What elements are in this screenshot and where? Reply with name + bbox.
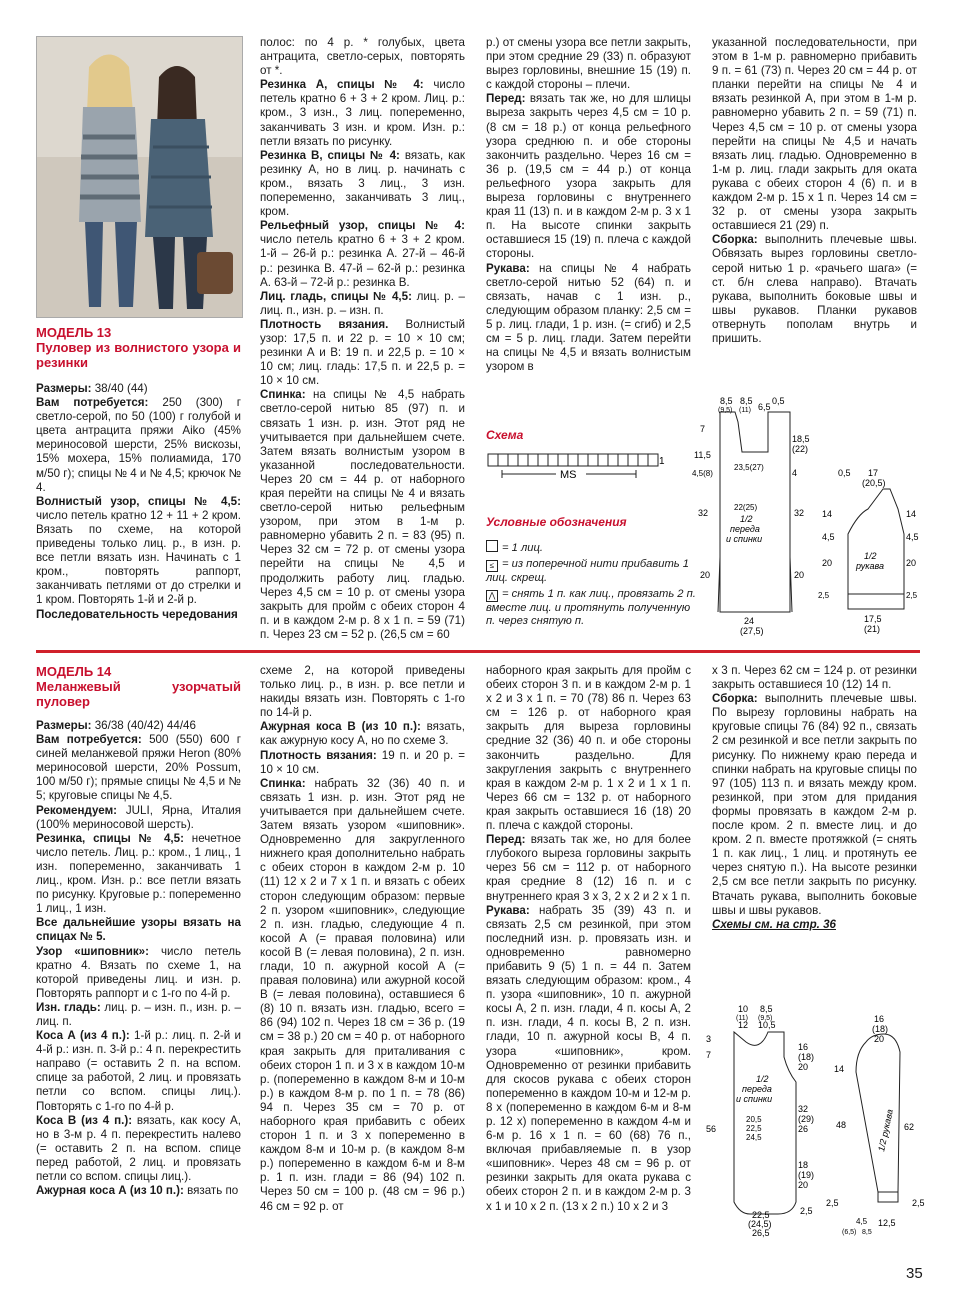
paragraph [486, 904, 691, 1214]
paragraph-text: лиц. р. – изн. п., изн. р. – лиц. п. [36, 1000, 241, 1028]
paragraph [486, 36, 691, 92]
paragraph [36, 945, 241, 1001]
see-schemes-link: Схемы см. на стр. 36 [712, 917, 836, 931]
svg-text:48: 48 [836, 1120, 847, 1130]
paragraph-text: вязать, как ажурную косу А, но по схеме 3. [260, 720, 466, 748]
svg-text:(27,5): (27,5) [740, 626, 764, 636]
svg-text:1: 1 [659, 456, 665, 467]
paragraph-heading: Рукава: [486, 261, 530, 275]
paragraph [36, 916, 241, 944]
paragraph-text: полос: по 4 р. * голубых, цвета антрацита, светло-серых, повторять от *. [260, 36, 465, 78]
paragraph [712, 692, 917, 918]
model13-column-1 [36, 382, 241, 622]
model13-sleeve-diagram [818, 464, 928, 639]
paragraph [36, 832, 241, 917]
paragraph [36, 733, 241, 803]
model13-title: МОДЕЛЬ 13 [36, 325, 112, 340]
svg-text:11,5: 11,5 [694, 450, 711, 460]
paragraph [260, 388, 465, 642]
paragraph-text: вязать по [183, 1184, 239, 1198]
paragraph-text: число петель кратно 6 + 3 + 2 кром. Лиц. р.: кром., 3 изн., 3 лиц. попеременно, заканчивать 3 изн. и кром. Изн. р.: петли вязать по рисунку. [260, 78, 465, 148]
sleeve-diagram-label: 1/2 рукава [856, 551, 884, 571]
model13-body-diagram [690, 392, 820, 637]
paragraph-heading: Изн. гладь: [36, 1000, 101, 1014]
legend-item-decrease: ⋀ = снять 1 п. как лиц., провязать 2 п. вместе лиц. и протянуть полученную п. через снятую п. [486, 588, 696, 627]
svg-text:(9,5): (9,5) [758, 1015, 773, 1022]
svg-text:(21): (21) [864, 624, 881, 634]
svg-text:(24,5): (24,5) [748, 1219, 772, 1229]
model13-column-2 [260, 36, 465, 642]
paragraph [36, 1029, 241, 1114]
paragraph [712, 233, 917, 346]
svg-text:8,5: 8,5 [862, 1229, 872, 1236]
paragraph-heading: Последовательность чередования [36, 607, 238, 621]
svg-text:17: 17 [868, 468, 879, 478]
paragraph-text: набрать 35 (39) 43 п. и связать 2,5 см резинкой, при этом последний изн. р. провязать изн. и одновременно равномерно прибавить 9 (5) 1 п. = 44 п. Затем вязать следующим образом: кром., 4 п. узора «шиповник», 10 п. ажурной косы А, 2 п. изн. глади, 4 п. косы А, 2 п. изн. глади, 4 п. косы В, 2 п. изн. глади, 10 п. ажурной косы В, 4 п. узора «шиповник», кром. Одновременно от резинки прибавить для скосов рукава с обеих сторон попеременно в каждом 10-м и 12-м р. 8 х (попеременно в каждом 6-м и 8-м р. 12 х) попеременно в каждом 4-м и 6-м р. 16 х 1 п. = 60 (68) 76 п., включая прибавляемые п. в узор «шиповник». Через 48 см = 96 р. от резинки закрыть для оката рукава с обеих сторон 2 п. и в каждом 2-м р. 3 х 1 и 10 х 2 п. (13 х 2 п.) 10 х 2 и 3 [486, 903, 691, 1213]
model14-column-4 [712, 664, 917, 918]
paragraph [260, 36, 465, 78]
svg-text:24,5: 24,5 [746, 1133, 762, 1142]
svg-text:3: 3 [706, 1034, 712, 1044]
svg-text:32: 32 [798, 1104, 809, 1114]
paragraph [486, 92, 691, 261]
model13-subtitle: Пуловер из волнистого узора и резинки [36, 340, 241, 370]
svg-text:7: 7 [706, 1050, 712, 1060]
paragraph-text: число петель кратно 4. Вязать по схеме 1, на которой приведены лиц. и изн. р. Повторять раппорт и с 1-го по 4-й р. [36, 944, 241, 1000]
paragraph-text: наборного края закрыть для пройм с обеих сторон 3 п. и в каждом 2-м р. 1 х 2 и 3 х 1 п. = 70 (78) 86 п. Через 63 см = 126 р. от наборного края закрыть для выреза горловины средние 32 (36) 40 п. и обе стороны закончить раздельно. Для закругления закрыть с внутреннего края в каждом 2-м р. 1 х 2 и 1 х 1 п. Через 66 см = 132 р. от наборного края закрыть оставшиеся 16 (18) 20 п. плеча с каждой стороны. [486, 664, 691, 833]
svg-text:4,5: 4,5 [906, 532, 919, 542]
svg-text:26,5: 26,5 [752, 1228, 770, 1238]
paragraph-heading: Коса А (из 4 п.): [36, 1029, 130, 1043]
paragraph-text: выполнить плечевые швы. Обвязать вырез горловины светло-серой нитью 1 р. «рачьего шага» (= ст. б/н слева направо). Втачать рукава, выполнить боковые швы и швы рукавов. Планки рукавов отвернуть пополам внутрь и пришить. [712, 233, 917, 345]
paragraph-text: 500 (550) 600 г синей меланжевой пряжи Heron (80% мериносовой шерсти, 20% Possum, 100 м/50 г); прямые спицы № 4,5 и № 5; круговые спицы № 4,5. [36, 733, 241, 803]
paragraph [260, 290, 465, 318]
paragraph-text: вязать, как косу А, но в 3-м р. 4 п. перекрестить налево (= оставить 2 п. на вспом. спице перед работой, 2 лиц. и провязать петли со вспом. спицы лиц.). [36, 1113, 241, 1183]
paragraph-heading: Рукава: [486, 903, 530, 917]
paragraph [486, 664, 691, 833]
svg-text:(9,5): (9,5) [718, 407, 733, 414]
svg-text:4,5(8): 4,5(8) [692, 469, 713, 478]
svg-text:(22): (22) [792, 444, 809, 454]
paragraph-heading: Резинка, спицы № 4,5: [36, 831, 184, 845]
page-number: 35 [906, 1265, 923, 1282]
svg-text:1/2 рукава: 1/2 рукава [876, 1108, 895, 1153]
schema-title: Схема [486, 428, 524, 442]
svg-text:18: 18 [798, 1160, 809, 1170]
svg-text:32: 32 [794, 508, 805, 518]
svg-text:8,5: 8,5 [720, 396, 733, 406]
svg-text:(18): (18) [798, 1052, 815, 1062]
paragraph [36, 1114, 241, 1184]
paragraph-heading: Лиц. гладь, спицы № 4,5: [260, 289, 412, 303]
model13-column-3 [486, 36, 691, 374]
paragraph [36, 1001, 241, 1029]
svg-text:20: 20 [798, 1062, 809, 1072]
paragraph-text: число петель кратно 6 + 3 + 2 кром. 1-й – 26-й р.: резинка А. 27-й – 46-й р.: резинка В. 47-й – 62-й р.: резинка А. 63-й – 72-й р.: резинка В. [260, 233, 465, 289]
paragraph-text: выполнить плечевые швы. По вырезу горловины набрать на круговые спицы 76 (84) 92 п., связать 2 см резинкой и все петли закрыть по рисунку. По нижнему краю переда и спинки набрать на круговые спицы по 97 (105) 113 п. и вязать между кром. резинкой, при этом для придания формы провязать в каждом 2-м р. после кром. 2 п. вместе лиц. и до кром. 2 п. вместе протяжкой (= снять 1 п. как лиц., 1 лиц. и протянуть ее через снятую п.). На высоте резинки 2,5 см все петли закрыть по рисунку. Втачать рукава, выполнить боковые швы и швы рукавов. [712, 692, 917, 917]
paragraph-text: 19 п. и 20 р. = 10 × 10 см. [260, 748, 465, 776]
svg-text:10,5: 10,5 [758, 1020, 776, 1030]
knit-symbol-icon [486, 540, 498, 552]
paragraph-text: Волнистый узор: 17,5 п. и 22 р. = 10 × 10 см; резинки А и В: 19 п. и 22,5 р. = 10 × 10 см; лиц. гладь: 17,5 п. и 22,5 р. = 10 × 10 см. [260, 317, 465, 388]
svg-text:0,5: 0,5 [772, 396, 785, 406]
svg-text:20: 20 [874, 1034, 885, 1044]
paragraph [36, 719, 241, 733]
svg-text:32: 32 [698, 508, 709, 518]
svg-text:22,5: 22,5 [746, 1124, 762, 1133]
svg-text:4: 4 [792, 468, 798, 478]
paragraph [36, 804, 241, 832]
paragraph-text: набрать 32 (36) 40 п. и связать 1 изн. р. изн. Этот ряд не учитывается при дальнейшем счете. Затем вязать узором «шиповник». Одновременно для закругленного нижнего края дополнительно набрать с обеих сторон в каждом 2-м р. 10 (11) 12 х 2 и 7 х 1 п. и вязать с обеих сторон следующим образом: первые 2 п. узором «шиповник», следующие 2 п. изн. гладью, следующие 4 п. косой А (= правая половина) или косой В (= левая половина), 2 п. изн. глади, 10 п. ажурной косой А (= правая половина) или ажурной косой В (= левая половина), оставшиеся 6 (8) 10 п. вязать изн. гладью, всего = 86 (94) 102 п. Через 18 см = 36 р. (19 см = 38 р.) 20 см = 40 р. от наборного края закрыть для приталивания с обеих сторон 1 п. и 3 х в каждом 10-м р. (попеременно в каждом 8-м и 10-м р.) в каждом 8-м р. по 1 п. = 78 (86) 94 п. Через 35 см = 70 р. от наборного края прибавить с обеих сторон 1 п. и 3 х попеременно в каждом 8-м и 10-м р. (в каждом 8-м р.) попеременно в каждом 6-м и 8-м р. 1 п. изн. глади = 86 (94) 102 п. Через 50 см = 100 р. (48 см = 96 р.) 46 см = 92 р. от [260, 776, 465, 1213]
paragraph [36, 1184, 241, 1198]
model14-column-3 [486, 664, 691, 1214]
svg-text:14: 14 [822, 509, 833, 519]
paragraph [712, 664, 917, 692]
paragraph-text: нечетное число петель. Лиц. р.: кром., 1 лиц., 1 изн. попеременно, заканчивать 1 лиц., кром. Изн. р.: все петли вязать по рисунку. Круговые р.: попеременно 1 лиц., 1 изн. [36, 831, 241, 916]
svg-text:12: 12 [738, 1020, 749, 1030]
paragraph-heading: Вам потребуется: [36, 733, 142, 747]
svg-text:16: 16 [798, 1042, 809, 1052]
paragraph-heading: Перед: [486, 92, 526, 106]
paragraph-text: лиц. р. – лиц. п., изн. р. – изн. п. [260, 289, 465, 317]
paragraph-heading: Сборка: [712, 692, 758, 706]
svg-text:(29): (29) [798, 1114, 815, 1124]
svg-text:10: 10 [738, 1004, 749, 1014]
paragraph-heading: Сборка: [712, 233, 758, 247]
model14-subtitle: Меланжевый узорчатый пуловер [36, 679, 241, 709]
svg-text:2,5: 2,5 [818, 591, 830, 600]
svg-text:20: 20 [700, 570, 711, 580]
paragraph-text: число петель кратно 12 + 11 + 2 кром. Вязать по схеме, на которой приведены только лиц. р., в изн. р. все петли вязать изн. Начинать с 1 кром., повторять раппорт, заканчивать петлями от до стрелки и 1 кром. Повторять 1-й и 2-й р. [36, 508, 241, 607]
paragraph-text: 38/40 (44) [91, 382, 148, 395]
model13-column-4 [712, 36, 917, 346]
paragraph-heading: Все дальнейшие узоры вязать на спицах № 5. [36, 916, 241, 944]
paragraph-text: на спицы № 4,5 набрать светло-серой нитью 85 (97) п. и связать 1 изн. р. изн. Этот ряд не учитывается при дальнейшем счете. Затем вязать волнистым узором в указанной последовательности. Через 20 см = 44 р. от наборного края перейти на спицы № 4 и вязать светло-серой нитью рельефным узором, при этом в 1-м р. равномерно убавить 2 п. = 83 (95) п. Через 32 см = 72 р. от смены узора перейти на спицы № 4,5 и продолжить работу лиц. гладью. Через 4,5 см = 10 р. от смены узора закрыть для пройм с обеих сторон 4 п. и в каждом 2-м р. 8 х 1 п. = 59 (71) п. Через 23 см = 52 р. (26,5 см = 60 [260, 388, 465, 641]
svg-text:7: 7 [700, 424, 706, 434]
svg-text:24: 24 [744, 616, 755, 626]
paragraph-text: 1-й р.: лиц. п. 2-й и 4-й р.: изн. п. 3-й р.: 4 п. перекрестить направо (= оставить 2 п. на вспом. спице за работой, 2 лиц. и провязать петли со вспом. спицы лиц.). Повторять с 1-го по 4-й р. [36, 1029, 241, 1113]
paragraph [260, 664, 465, 720]
model14-body-diagram [700, 1002, 830, 1242]
svg-text:4,5: 4,5 [822, 532, 835, 542]
paragraph [260, 318, 465, 388]
paragraph-heading: Рекомендуем: [36, 803, 118, 817]
svg-text:20: 20 [906, 558, 917, 568]
svg-text:14: 14 [906, 509, 917, 519]
paragraph [260, 78, 465, 148]
svg-text:(6,5): (6,5) [842, 1229, 857, 1236]
svg-text:2,5: 2,5 [912, 1198, 925, 1208]
legend-item-increase: ≤ = из поперечной нити прибавить 1 лиц. скрещ. [486, 558, 689, 584]
svg-text:(20,5): (20,5) [862, 478, 886, 488]
svg-text:26: 26 [798, 1124, 809, 1134]
svg-text:2,5: 2,5 [800, 1206, 813, 1216]
photo-illustration [37, 37, 242, 317]
paragraph-heading: Ажурная коса А (из 10 п.): [36, 1184, 184, 1198]
paragraph-heading: Вам потребуется: [36, 396, 149, 410]
legend-title: Условные обозначения [486, 515, 627, 529]
paragraph-heading: Резинка В, спицы № 4: [260, 148, 400, 162]
paragraph [712, 36, 917, 233]
svg-text:20: 20 [794, 570, 805, 580]
svg-text:1/2передаи спинки: 1/2 переда и спинки [736, 1074, 773, 1104]
svg-text:22,5: 22,5 [752, 1210, 770, 1220]
svg-text:6,5: 6,5 [758, 402, 771, 412]
model14-column-1 [36, 719, 241, 1198]
stitch-chart [486, 446, 676, 496]
svg-text:8,5: 8,5 [740, 396, 753, 406]
paragraph [36, 382, 241, 396]
paragraph-heading: Рельефный узор, спицы № 4: [260, 219, 465, 233]
paragraph-heading: Плотность вязания. [260, 317, 389, 331]
decrease-symbol-icon: ⋀ [486, 590, 498, 602]
svg-text:0,5: 0,5 [838, 468, 851, 478]
paragraph-text: указанной последовательности, при этом в 1-м р. равномерно прибавить 9 п. = 61 (73) п. Через 20 см = 44 р. от планки перейти на спицы № 4 и вязать резинкой А, при этом в 1-м р. равномерно убавить 2 п. = 59 (71) п. Через 4,5 см = 10 р. от смены узора перейти на спицы № 4,5 и начать вязать лиц. гладью. Одновременно в 1-м р. лиц. глади закрыть для оката рукава с обеих сторон 4 (6) п. и в каждом 2-м р. 15 х 1 п. Через 14 см = 32 р. от смены узора закрыть оставшиеся 21 (29) п. [712, 36, 917, 233]
paragraph-heading: Коса В (из 4 п.): [36, 1113, 133, 1127]
section-divider [36, 650, 920, 653]
paragraph-heading: Перед: [486, 833, 526, 847]
model14-sleeve-diagram [826, 1012, 936, 1242]
paragraph [260, 720, 465, 748]
paragraph-text: р.) от смены узора все петли закрыть, при этом средние 29 (33) п. образуют вырез горловины, внешние 15 (19) п. с каждой стороны – плечи. [486, 36, 691, 92]
svg-text:(19): (19) [798, 1170, 815, 1180]
paragraph [486, 833, 691, 903]
paragraph-text: вязать так же, но для шлицы выреза закрыть через 4,5 см = 10 р. (8 см = 18 р.) от конца рельефного узора среднюю п. и обе стороны закончить раздельно. Через 16 см = 36 р. (19,5 см = 44 р.) от конца рельефного узора закрыть для выреза горловины с внутреннего края 11 (13) п. и в каждом 2-м р. 3 х 1 п. На высоте спинки закрыть оставшиеся 15 (19) п. плеча с каждой стороны. [486, 92, 691, 261]
paragraph-heading: Ажурная коса В (из 10 п.): [260, 720, 421, 734]
svg-text:2,5: 2,5 [826, 1198, 839, 1208]
paragraph [260, 149, 465, 219]
svg-text:62: 62 [904, 1122, 915, 1132]
svg-text:14: 14 [834, 1064, 845, 1074]
paragraph-text: на спицы № 4 набрать светло-серой нитью 52 (64) п. и связать, начав с 1 изн. р., следующим образом планку: 2,5 см = 5 р. лиц. глади, 1 р. изн. (= сгиб) и 2,5 см = 5 р. лиц. глади. Затем перейти на спицы № 4,5 и вязать волнистым узором в [486, 261, 691, 374]
model-photo [36, 36, 243, 318]
paragraph-text: 36/38 (40/42) 44/46 [91, 719, 196, 732]
paragraph-text: 250 (300) г светло-серой, по 50 (100) г голубой и цвета антрацита пряжи Aiko (45% мериносовой шерсти, 25% вискозы, 15% мохера, 15% полиамида, 170 м/50 г); спицы № 4 и № 4,5; крючок № 4. [36, 396, 242, 494]
paragraph-text: х 3 п. Через 62 см = 124 р. от резинки закрыть оставшиеся 10 (12) 14 п. [712, 664, 917, 692]
paragraph [36, 495, 241, 608]
svg-text:12,5: 12,5 [878, 1218, 896, 1228]
schema-ms: MS [560, 469, 577, 481]
paragraph-heading: Спинка: [260, 388, 306, 402]
paragraph [36, 396, 241, 495]
svg-text:16: 16 [874, 1014, 885, 1024]
paragraph [260, 777, 465, 1214]
paragraph-heading: Резинка А, спицы № 4: [260, 78, 424, 92]
svg-text:22(25): 22(25) [734, 503, 758, 512]
svg-text:(18): (18) [872, 1024, 889, 1034]
paragraph-text: вязать, как резинку А, но в лиц. р. начинать с кром., вязать 3 лиц., 3 изн. попеременно, заканчивать 3 лиц., кром. [260, 148, 465, 219]
paragraph [260, 219, 465, 289]
svg-text:56: 56 [706, 1124, 717, 1134]
svg-text:17,5: 17,5 [864, 614, 882, 624]
svg-text:20,5: 20,5 [746, 1115, 762, 1124]
paragraph-heading: Волнистый узор, спицы № 4,5: [36, 494, 241, 508]
paragraph-heading: Узор «шиповник»: [36, 944, 149, 958]
paragraph-heading: Размеры: [36, 719, 92, 732]
paragraph-heading: Плотность вязания: [260, 748, 377, 762]
svg-text:23,5(27): 23,5(27) [734, 463, 764, 472]
legend-item-knit: = 1 лиц. [486, 540, 696, 555]
increase-symbol-icon: ≤ [486, 560, 498, 572]
svg-text:20: 20 [798, 1180, 809, 1190]
paragraph-heading: Размеры: [36, 382, 92, 395]
paragraph [486, 262, 691, 375]
svg-text:4,5: 4,5 [856, 1217, 868, 1226]
svg-text:18,5: 18,5 [792, 434, 810, 444]
svg-text:20: 20 [822, 558, 833, 568]
model14-title: МОДЕЛЬ 14 [36, 664, 112, 679]
paragraph-text: вязать так же, но для более глубокого выреза горловины закрыть через 56 см = 112 р. от наборного края средние 8 (12) 16 п. и с внутреннего края 3 х 3, 2 х 2 и 2 х 1 п. [486, 833, 691, 903]
model14-column-2 [260, 664, 465, 1214]
paragraph-heading: Спинка: [260, 776, 306, 790]
paragraph-text: JULI, Ярна, Италия (100% мериносовой шерсть). [36, 803, 241, 831]
paragraph [36, 608, 241, 622]
paragraph [260, 749, 465, 777]
body-diagram-label: 1/2 переда и спинки [726, 514, 763, 544]
svg-text:2,5: 2,5 [906, 591, 918, 600]
svg-text:(11): (11) [739, 407, 751, 414]
svg-text:(11): (11) [736, 1015, 748, 1022]
paragraph-text: схеме 2, на которой приведены только лиц. р., в изн. р. все петли и накиды вязать изн. Повторять с 1-го по 14-й р. [260, 664, 465, 720]
svg-text:8,5: 8,5 [760, 1004, 773, 1014]
